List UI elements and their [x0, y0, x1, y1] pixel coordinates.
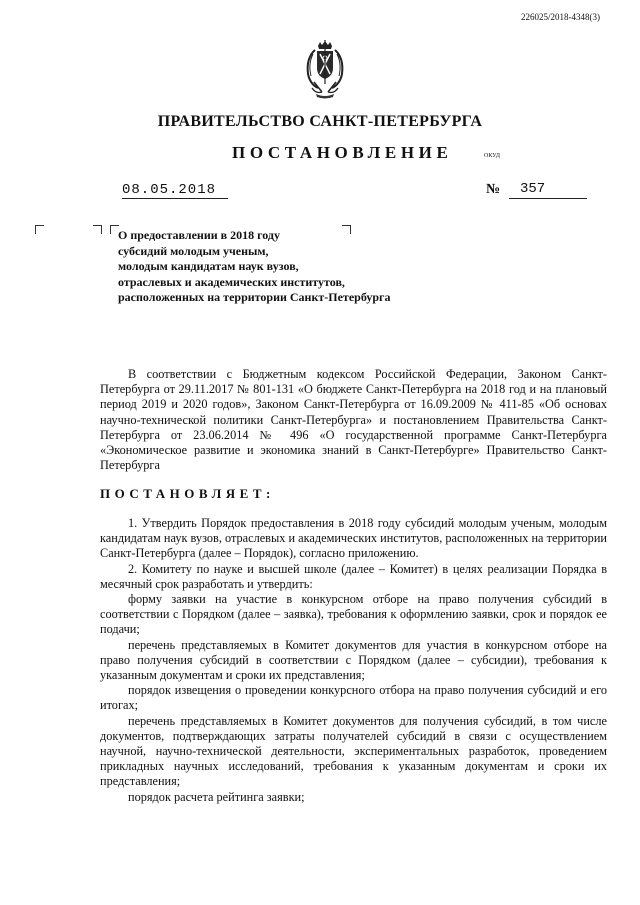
corner-mark	[35, 225, 44, 234]
coat-of-arms-icon	[300, 40, 350, 100]
body-paragraph: порядок извещения о проведении конкурсного отбора на право получения субсидий и его итогах;	[100, 683, 607, 713]
resolves-heading: ПОСТАНОВЛЯЕТ:	[100, 486, 275, 501]
corner-mark	[93, 225, 102, 234]
date-underline	[122, 198, 228, 199]
decree-number: 357	[520, 181, 546, 197]
subject-line: субсидий молодым ученым,	[118, 243, 269, 258]
okud-label: ОКУД	[484, 153, 500, 159]
number-label: №	[486, 182, 501, 197]
preamble-paragraph: В соответствии с Бюджетным кодексом Российской Федерации, Законом Санкт-Петербурга от 29.11.2017 № 801-131 «О бюджете Санкт-Петербурга на 2018 год и на плановый период 2019 и 2020 годов», Законом Санкт-Петербурга от 16.09.2009 № 411-85 «Об основах научно-технической политики Санкт-Петербурга» и постановлением Правительства Санкт-Петербурга от 23.06.2014 № 496 «О государственной программе Санкт-Петербурга «Экономическое развитие и экономика знаний в Санкт-Петербурге» Правительство Санкт-Петербурга	[100, 367, 607, 473]
decree-title: ПОСТАНОВЛЕНИЕ	[232, 143, 453, 162]
body-paragraph: перечень представляемых в Комитет документов для участия в конкурсном отборе на право получения субсидий в соответствии с Порядком (далее – субсидии), требования к указанным документам и сроки их представления;	[100, 637, 607, 683]
subject-line: молодым кандидатам наук вузов,	[118, 259, 299, 273]
document-registration-number: 226025/2018-4348(3)	[521, 12, 600, 22]
government-heading: ПРАВИТЕЛЬСТВО САНКТ-ПЕТЕРБУРГА	[157, 113, 483, 130]
subject-line: О предоставлении в 2018 году	[118, 228, 281, 242]
decree-date: 08.05.2018	[122, 182, 217, 198]
subject-line: отраслевых и академических институтов,	[118, 274, 345, 289]
body-paragraph: 1. Утвердить Порядок предоставления в 2018 году субсидий молодым ученым, молодым кандидатам наук вузов, отраслевых и академических институтов, расположенных на территории Санкт-Петербурга (далее – Порядок), согласно приложению.	[100, 516, 607, 561]
subject-line: расположенных на территории Санкт-Петербурга	[118, 290, 391, 304]
decree-subject	[118, 228, 391, 306]
decree-body	[100, 516, 607, 805]
body-paragraph: 2. Комитету по науке и высшей школе (далее – Комитет) в целях реализации Порядка в месячный срок разработать и утвердить:	[100, 561, 607, 591]
number-underline	[509, 198, 587, 199]
body-paragraph: перечень представляемых в Комитет документов для получения субсидий, в том числе документов, подтверждающих затраты получателей субсидий в связи с осуществлением научной, научно-технической деятельности, экспериментальных разработок, проведением прикладных научных исследований, требования к указанным документам и сроки их представления;	[100, 713, 607, 789]
body-paragraph: порядок расчета рейтинга заявки;	[128, 789, 305, 804]
body-paragraph: форму заявки на участие в конкурсном отборе на право получения субсидий в соответствии с Порядком (далее – заявка), требования к оформлению заявки, срок и порядок ее подачи;	[100, 592, 607, 637]
